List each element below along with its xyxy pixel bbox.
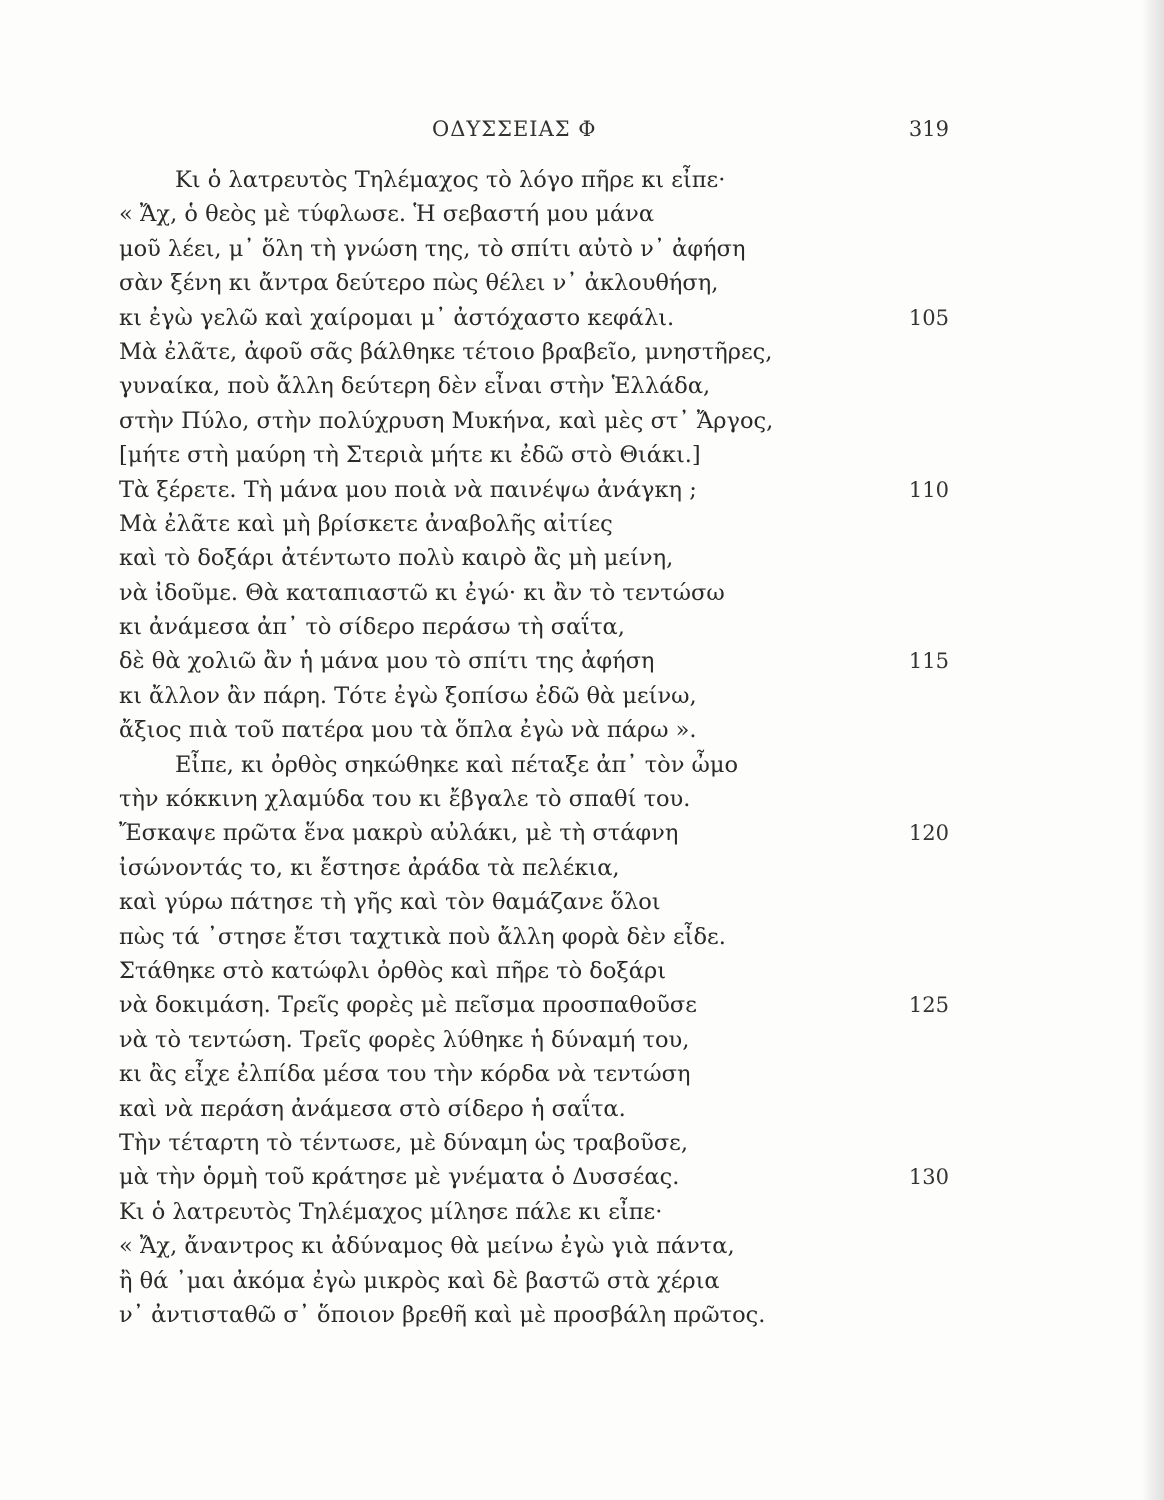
verse-text: κι ἂς εἶχε ἐλπίδα μέσα του τὴν κόρδα νὰ τεντώση — [119, 1061, 691, 1088]
verse-line — [0, 816, 1164, 850]
verse-text: καὶ τὸ δοξάρι ἀτέντωτο πολὺ καιρὸ ἂς μὴ μείνη, — [119, 545, 674, 572]
verse-text: νὰ τὸ τεντώση. Τρεῖς φορὲς λύθηκε ἡ δύναμή του, — [119, 1026, 690, 1053]
verse-line — [0, 507, 1164, 541]
verse-line-number: 115 — [908, 649, 949, 674]
verse-line — [0, 266, 1164, 300]
verse-line — [0, 541, 1164, 575]
verse-text: καὶ νὰ περάση ἀνάμεσα στὸ σίδερο ἡ σαΐτα. — [119, 1095, 626, 1122]
poem-body — [0, 163, 1164, 1332]
verse-text: Τὴν τέταρτη τὸ τέντωσε, μὲ δύναμη ὡς τραβοῦσε, — [119, 1129, 688, 1156]
verse-text: καὶ γύρω πάτησε τὴ γῆς καὶ τὸν θαμάζανε ὅλοι — [119, 889, 661, 916]
verse-text: Στάθηκε στὸ κατώφλι ὀρθὸς καὶ πῆρε τὸ δοξάρι — [119, 957, 667, 984]
verse-text: σὰν ξένη κι ἄντρα δεύτερο πὼς θέλει ν᾽ ἀκλουθήση, — [119, 270, 719, 297]
verse-text: τὴν κόκκινη χλαμύδα του κι ἔβγαλε τὸ σπαθί του. — [119, 786, 691, 813]
verse-line — [0, 644, 1164, 678]
verse-line — [0, 954, 1164, 988]
verse-line-number: 130 — [908, 1165, 949, 1190]
verse-line — [0, 301, 1164, 335]
verse-text: μοῦ λέει, μ᾽ ὅλη τὴ γνώση της, τὸ σπίτι αὐτὸ ν᾽ ἀφήση — [119, 235, 746, 262]
verse-text: κι ἄλλον ἂν πάρη. Τότε ἐγὼ ξοπίσω ἐδῶ θὰ μείνω, — [119, 682, 697, 709]
verse-line — [0, 713, 1164, 747]
verse-line — [0, 782, 1164, 816]
verse-line-number: 120 — [908, 821, 949, 846]
verse-text: « Ἄχ, ὁ θεὸς μὲ τύφλωσε. Ἡ σεβαστή μου μάνα — [119, 201, 655, 228]
verse-line — [0, 1126, 1164, 1160]
verse-line — [0, 369, 1164, 403]
verse-text: δὲ θὰ χολιῶ ἂν ἡ μάνα μου τὸ σπίτι της ἀφήση — [119, 648, 655, 675]
verse-line-number: 105 — [908, 305, 949, 330]
verse-line-number: 125 — [908, 993, 949, 1018]
verse-line — [0, 197, 1164, 231]
verse-line-number: 110 — [908, 477, 949, 502]
verse-text: Κι ὁ λατρευτὸς Τηλέμαχος τὸ λόγο πῆρε κι εἶπε· — [175, 167, 726, 193]
verse-line — [0, 438, 1164, 472]
verse-line — [0, 163, 1164, 197]
verse-line — [0, 232, 1164, 266]
verse-text: ἄξιος πιὰ τοῦ πατέρα μου τὰ ὅπλα ἐγὼ νὰ πάρω ». — [119, 717, 697, 744]
verse-text: Εἶπε, κι ὀρθὸς σηκώθηκε καὶ πέταξε ἀπ᾽ τὸν ὦμο — [175, 751, 739, 778]
verse-text: ἰσώνοντάς το, κι ἔστησε ἀράδα τὰ πελέκια, — [119, 854, 620, 881]
verse-line — [0, 404, 1164, 438]
verse-text: γυναίκα, ποὺ ἄλλη δεύτερη δὲν εἶναι στὴν Ἑλλάδα, — [119, 373, 711, 400]
verse-text: πὼς τά ᾽στησε ἔτσι ταχτικὰ ποὺ ἄλλη φορὰ δὲν εἶδε. — [119, 923, 726, 950]
verse-text: κι ἐγὼ γελῶ καὶ χαίρομαι μ᾽ ἀστόχαστο κεφάλι. — [119, 304, 675, 331]
page-number: 319 — [908, 117, 949, 141]
verse-line — [0, 1229, 1164, 1263]
verse-line — [0, 1160, 1164, 1194]
verse-line — [0, 988, 1164, 1022]
verse-text: Ἔσκαψε πρῶτα ἕνα μακρὺ αὐλάκι, μὲ τὴ στάφνη — [119, 820, 679, 847]
verse-text: στὴν Πύλο, στὴν πολύχρυση Μυκήνα, καὶ μὲς στ᾽ Ἄργος, — [119, 407, 774, 434]
verse-line — [0, 748, 1164, 782]
verse-text: κι ἀνάμεσα ἀπ᾽ τὸ σίδερο περάσω τὴ σαΐτα, — [119, 614, 625, 641]
verse-text: Μὰ ἐλᾶτε καὶ μὴ βρίσκετε ἀναβολῆς αἰτίες — [119, 510, 613, 537]
page-header — [0, 112, 1164, 146]
verse-line — [0, 1264, 1164, 1298]
verse-text: Κι ὁ λατρευτὸς Τηλέμαχος μίλησε πάλε κι εἶπε· — [119, 1198, 663, 1225]
verse-text: [μήτε στὴ μαύρη τὴ Στεριὰ μήτε κι ἐδῶ στὸ Θιάκι.] — [119, 442, 701, 469]
verse-line — [0, 1023, 1164, 1057]
verse-line — [0, 576, 1164, 610]
verse-line — [0, 920, 1164, 954]
verse-line — [0, 473, 1164, 507]
verse-text: ἢ θά ᾽μαι ἀκόμα ἐγὼ μικρὸς καὶ δὲ βαστῶ στὰ χέρια — [119, 1267, 720, 1294]
verse-line — [0, 610, 1164, 644]
verse-text: Μὰ ἐλᾶτε, ἀφοῦ σᾶς βάλθηκε τέτοιο βραβεῖο, μνηστῆρες, — [119, 338, 773, 365]
verse-text: νὰ ἰδοῦμε. Θὰ καταπιαστῶ κι ἐγώ· κι ἂν τὸ τεντώσω — [119, 579, 725, 606]
verse-text: νὰ δοκιμάση. Τρεῖς φορὲς μὲ πεῖσμα προσπαθοῦσε — [119, 992, 697, 1019]
verse-line — [0, 885, 1164, 919]
verse-line — [0, 335, 1164, 369]
verse-line — [0, 1057, 1164, 1091]
verse-text: ν᾽ ἀντισταθῶ σ᾽ ὅποιον βρεθῆ καὶ μὲ προσβάλη πρῶτος. — [119, 1301, 766, 1328]
verse-line — [0, 1195, 1164, 1229]
running-head: ΟΔΥΣΣΕΙΑΣ Φ — [432, 117, 597, 141]
verse-line — [0, 1298, 1164, 1332]
verse-text: μὰ τὴν ὁρμὴ τοῦ κράτησε μὲ γνέματα ὁ Δυσσέας. — [119, 1164, 680, 1191]
verse-line — [0, 851, 1164, 885]
verse-line — [0, 679, 1164, 713]
verse-text: Τὰ ξέρετε. Τὴ μάνα μου ποιὰ νὰ παινέψω ἀνάγκη ; — [119, 476, 697, 503]
verse-text: « Ἄχ, ἄναντρος κι ἀδύναμος θὰ μείνω ἐγὼ γιὰ πάντα, — [119, 1233, 735, 1260]
verse-line — [0, 1092, 1164, 1126]
